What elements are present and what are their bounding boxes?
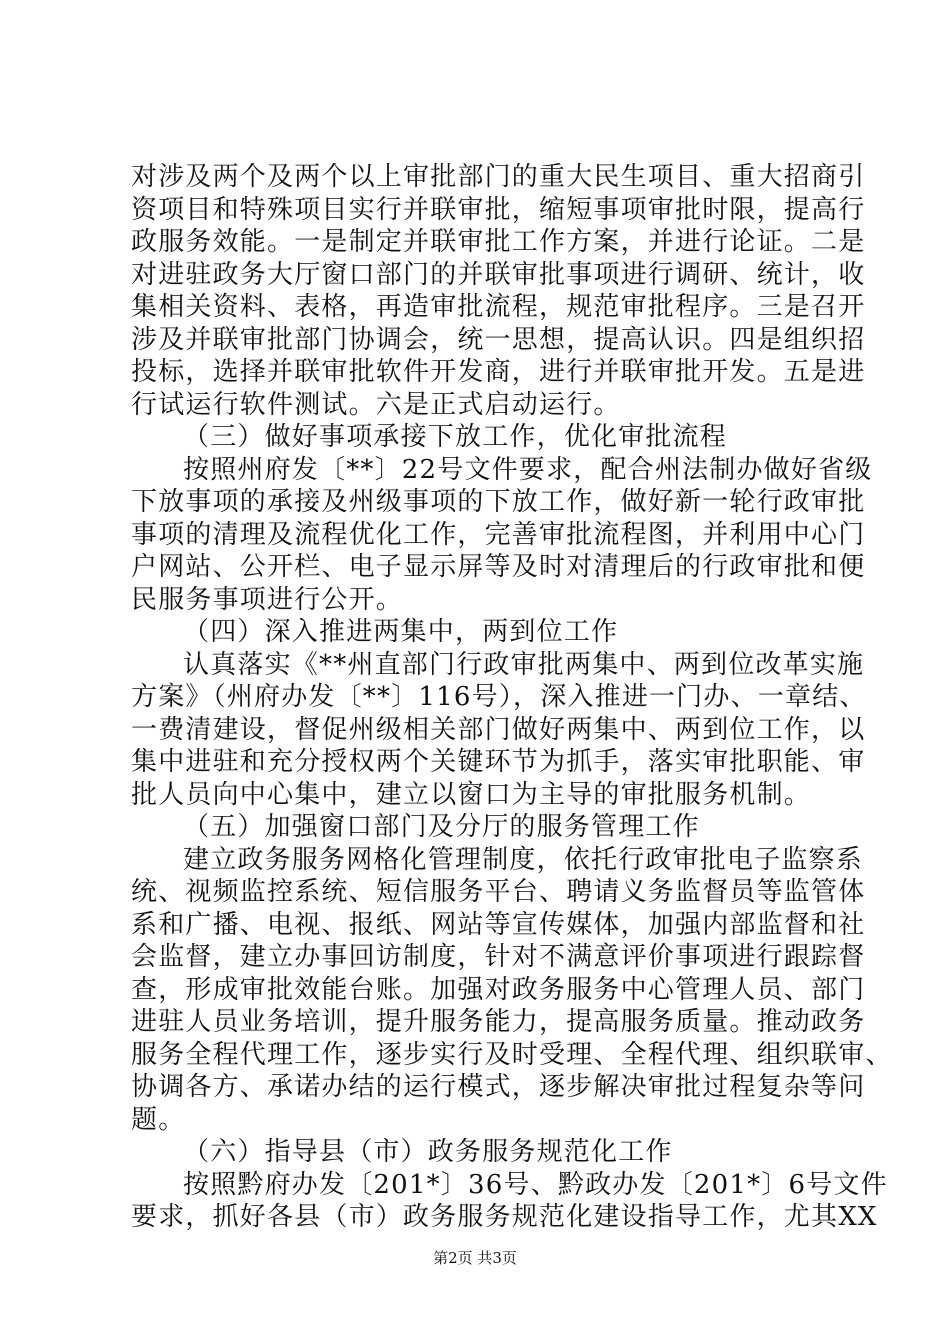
body-line: 对涉及两个及两个以上审批部门的重大民生项目、重大招商引 (131, 162, 866, 192)
section-heading-3: （三）做好事项承接下放工作，优化审批流程 (183, 422, 728, 452)
body-line: 协调各方、承诺办结的运行模式，逐步解决审批过程复杂等问 (131, 1072, 866, 1102)
paragraph-start: 按照州府发〔**〕22号文件要求，配合州法制办做好省级 (183, 454, 873, 485)
section-heading-6: （六）指导县（市）政务服务规范化工作 (183, 1137, 673, 1167)
body-line: 题。 (131, 1104, 186, 1135)
body-line: 查，形成审批效能台账。加强对政务服务中心管理人员、部门 (131, 974, 866, 1005)
body-line: 行试运行软件测试。六是正式启动运行。 (131, 389, 621, 420)
page-number-footer: 第2页 共3页 (433, 1249, 517, 1267)
body-line: 进驻人员业务培训，提升服务能力，提高服务质量。推动政务 (131, 1007, 866, 1037)
body-line: 会监督，建立办事回访制度，针对不满意评价事项进行跟踪督 (131, 942, 866, 972)
body-line: 系和广播、电视、报纸、网站等宣传媒体，加强内部监督和社 (131, 909, 866, 940)
body-line: 集相关资料、表格，再造审批流程，规范审批程序。三是召开 (131, 292, 866, 322)
body-line: 下放事项的承接及州级事项的下放工作，做好新一轮行政审批 (131, 487, 866, 517)
body-line: 事项的清理及流程优化工作，完善审批流程图，并利用中心门 (131, 519, 866, 550)
body-line: 户网站、公开栏、电子显示屏等及时对清理后的行政审批和便 (131, 552, 866, 582)
body-line: 资项目和特殊项目实行并联审批，缩短事项审批时限，提高行 (131, 194, 866, 225)
body-line: 统、视频监控系统、短信服务平台、聘请义务监督员等监管体 (131, 877, 866, 907)
paragraph-start: 建立政务服务网格化管理制度，依托行政审批电子监察系 (183, 844, 864, 875)
paragraph-start: 认真落实《**州直部门行政审批两集中、两到位改革实施 (183, 649, 865, 680)
body-line: 政服务效能。一是制定并联审批工作方案，并进行论证。二是 (131, 227, 866, 257)
body-line: 一费清建设，督促州级相关部门做好两集中、两到位工作，以 (131, 714, 866, 745)
body-line: 要求，抓好各县（市）政务服务规范化建设指导工作，尤其XX (131, 1202, 878, 1232)
body-line: 方案》（州府办发〔**〕116号），深入推进一门办、一章结、 (131, 682, 867, 712)
body-line: 投标，选择并联审批软件开发商，进行并联审批开发。五是进 (131, 357, 866, 387)
body-line: 服务全程代理工作，逐步实行及时受理、全程代理、组织联审、 (131, 1039, 893, 1070)
body-line: 批人员向中心集中，建立以窗口为主导的审批服务机制。 (131, 779, 812, 810)
paragraph-start: 按照黔府办发〔201*〕36号、黔政办发〔201*〕6号文件 (183, 1169, 888, 1200)
section-heading-5: （五）加强窗口部门及分厅的服务管理工作 (183, 812, 700, 842)
body-line: 对进驻政务大厅窗口部门的并联审批事项进行调研、统计，收 (131, 259, 866, 290)
body-line: 集中进驻和充分授权两个关键环节为抓手，落实审批职能、审 (131, 747, 866, 777)
body-line: 涉及并联审批部门协调会，统一思想，提高认识。四是组织招 (131, 324, 866, 355)
body-line: 民服务事项进行公开。 (131, 584, 404, 615)
document-body (131, 161, 893, 1234)
section-heading-4: （四）深入推进两集中，两到位工作 (183, 617, 619, 647)
